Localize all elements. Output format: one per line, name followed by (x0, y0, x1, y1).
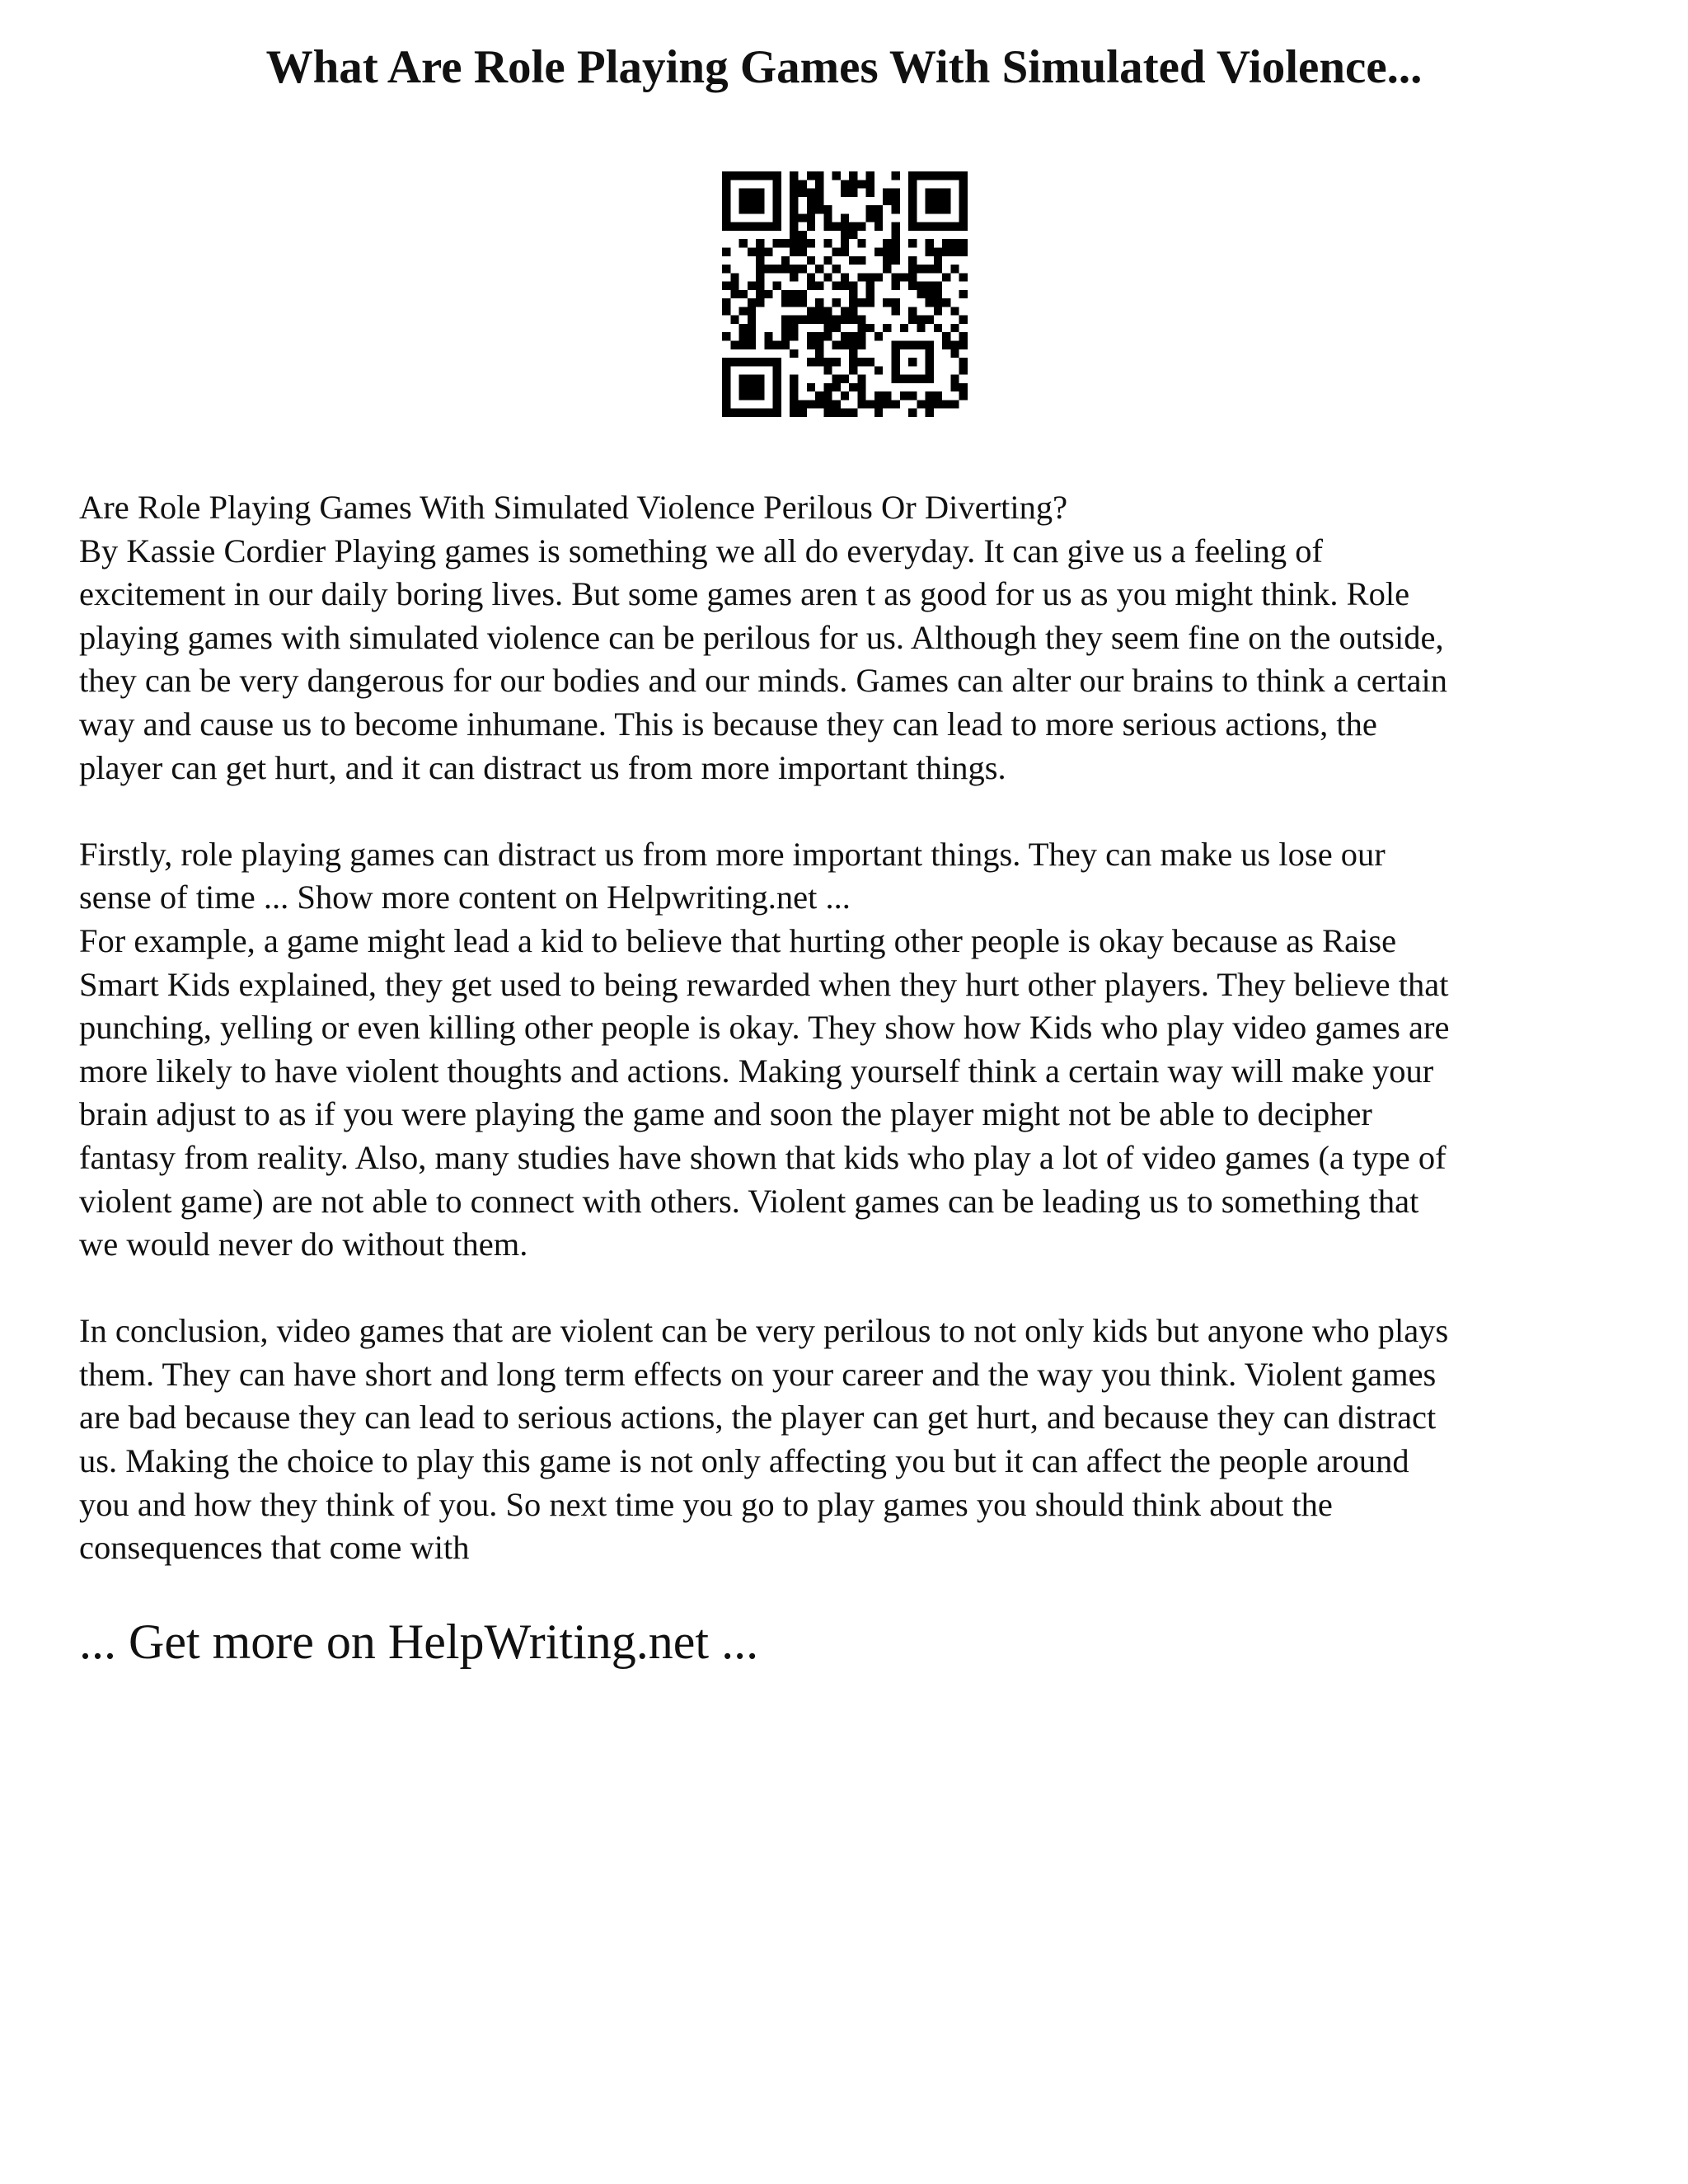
article-body (79, 486, 1629, 1570)
get-more-link[interactable]: ... Get more on HelpWriting.net ... (79, 1615, 759, 1669)
paragraph-intro: Are Role Playing Games With Simulated Violence Perilous Or Diverting? By Kassie Cordier Playing games is something we all do everyday. It can give us a feeling of excitement in our daily boring lives. But some games aren t as good for us as you might think. Role playing games with simulated violence can be perilous for us. Although they seem fine on the outside, they can be very dangerous for our bodies and our minds. Games can alter our brains to think a certain way and cause us to become inhumane. This is because they can lead to more serious actions, the player can get hurt, and it can distract us from more important things. (79, 489, 1447, 786)
paragraph-conclusion: In conclusion, video games that are violent can be very perilous to not only kids but anyone who plays them. They can have short and long term effects on your career and the way you think. Violent games are bad because they can lead to serious actions, the player can get hurt, and because they can distract us. Making the choice to play this game is not only affecting you but it can affect the people around you and how they think of you. So next time you go to play games you should think about the consequences that come with (79, 1312, 1449, 1567)
paragraph-body: Firstly, role playing games can distract us from more important things. They can make us lose our sense of time ... Show more content on Helpwriting.net ... For example, a game might lead a kid to believe that hurting other people is okay because as Raise Smart Kids explained, they get used to being rewarded when they hurt other players. They believe that punching, yelling or even killing other people is okay. They show how Kids who play video games are more likely to have violent thoughts and actions. Making yourself think a certain way will make your brain adjust to as if you were playing the game and soon the player might not be able to decipher fantasy from reality. Also, many studies have shown that kids who play a lot of video games (a type of violent game) are not able to connect with others. Violent games can be leading us to something that we would never do without them. (79, 835, 1450, 1263)
qr-code-icon[interactable] (722, 171, 968, 417)
page-title: What Are Role Playing Games With Simulated Violence... (265, 41, 1423, 93)
